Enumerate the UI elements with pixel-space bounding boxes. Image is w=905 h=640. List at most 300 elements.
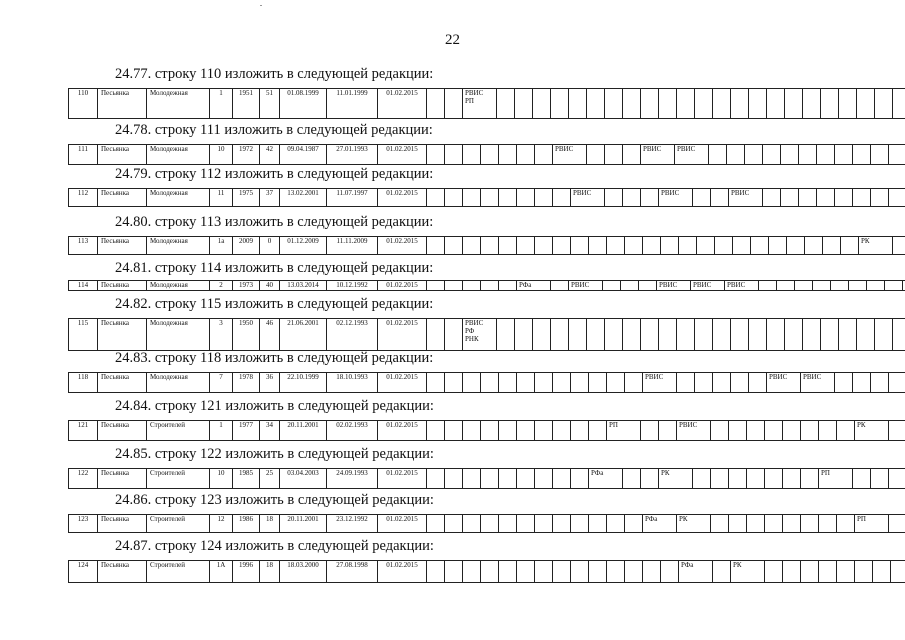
empty-cell [463,561,481,583]
date-cell: 02.02.1993 [327,421,378,441]
empty-cell [729,515,747,533]
empty-cell [871,373,889,393]
risk-code: РВИС [643,145,662,153]
risk-code: РК [861,237,870,245]
empty-cell [871,145,889,165]
house-number: 7 [210,373,233,393]
empty-cell [481,281,499,291]
empty-cell [623,469,641,489]
risk-code: РВИС [731,189,750,197]
risk-code-cell [725,281,759,291]
empty-cell [769,237,787,255]
empty-cell [799,189,817,207]
risk-code: РВИС [677,145,696,153]
empty-cell [463,281,481,291]
empty-cell [445,189,463,207]
empty-cell [819,421,837,441]
empty-cell [747,469,765,489]
empty-cell [445,281,463,291]
empty-cell [871,469,889,489]
amendment-heading: 24.81. строку 114 изложить в следующей редакции: [115,260,434,276]
date-cell: 09.04.1987 [280,145,327,165]
empty-cell [889,189,905,207]
risk-code-cell [819,469,853,489]
row-number: 121 [69,421,98,441]
risk-code-cell [679,561,713,583]
empty-cell [445,89,463,119]
empty-cell [639,281,657,291]
empty-cell [625,373,643,393]
settlement-name: Песьянка [98,515,147,533]
row-number: 114 [69,281,98,291]
empty-cell [499,373,517,393]
date-cell: 23.12.1992 [327,515,378,533]
empty-cell [569,319,587,351]
settlement-name: Песьянка [98,373,147,393]
empty-cell [783,469,801,489]
settlement-name: Песьянка [98,145,147,165]
risk-code: РВИС [661,189,680,197]
empty-cell [427,237,445,255]
settlement-name: Песьянка [98,319,147,351]
build-year: 1973 [233,281,260,291]
date-cell: 01.02.2015 [378,421,427,441]
date-cell: 21.06.2001 [280,319,327,351]
empty-cell [695,319,713,351]
risk-code: РВИС [465,89,484,97]
empty-cell [603,281,621,291]
risk-code: РВИС [555,145,574,153]
empty-cell [889,421,905,441]
empty-cell [853,373,871,393]
empty-cell [801,561,819,583]
empty-cell [819,515,837,533]
empty-cell [731,373,749,393]
empty-cell [481,145,499,165]
build-year: 1996 [233,561,260,583]
amendment-heading: 24.84. строку 121 изложить в следующей редакции: [115,398,434,414]
empty-cell [445,373,463,393]
empty-cell [783,515,801,533]
house-number: 1 [210,89,233,119]
risk-code: РВИС [769,373,788,381]
street-name: Строителей [147,469,210,489]
empty-cell [837,515,855,533]
risk-code-cell [569,281,603,291]
empty-cell [799,145,817,165]
risk-code: РВИС [465,319,484,327]
empty-cell [623,145,641,165]
empty-cell [731,89,749,119]
house-number: 10 [210,469,233,489]
empty-cell [589,237,607,255]
empty-cell [499,515,517,533]
empty-cell [481,469,499,489]
settlement-name: Песьянка [98,89,147,119]
empty-cell [641,89,659,119]
record-table [68,468,905,489]
empty-cell [857,89,875,119]
row-number: 123 [69,515,98,533]
risk-code-cell [517,281,551,291]
date-cell: 01.02.2015 [378,237,427,255]
empty-cell [659,319,677,351]
empty-cell [763,189,781,207]
empty-cell [571,237,589,255]
empty-cell [695,89,713,119]
empty-cell [709,145,727,165]
risk-code-cell [731,561,765,583]
record-table [68,144,905,165]
date-cell: 13.03.2014 [280,281,327,291]
amendment-heading: 24.86. строку 123 изложить в следующей редакции: [115,492,434,508]
risk-code: РВИС [645,373,664,381]
date-cell: 22.10.1999 [280,373,327,393]
risk-code: РФа [591,469,604,477]
risk-code-cell [855,421,889,441]
risk-code-cell [643,373,677,393]
table-row [69,189,905,207]
amendment-heading: 24.85. строку 122 изложить в следующей редакции: [115,446,434,462]
street-name: Молодежная [147,189,210,207]
empty-cell [607,237,625,255]
empty-cell [587,319,605,351]
risk-code: РП [857,515,866,523]
date-cell: 01.02.2015 [378,189,427,207]
empty-cell [853,145,871,165]
row-number: 112 [69,189,98,207]
empty-cell [515,89,533,119]
row-number: 124 [69,561,98,583]
empty-cell [805,237,823,255]
risk-code-cell [643,515,677,533]
empty-cell [427,421,445,441]
wear-percent: 36 [260,373,280,393]
empty-cell [499,561,517,583]
street-name: Молодежная [147,145,210,165]
empty-cell [517,561,535,583]
empty-cell [839,89,857,119]
risk-code-cell [855,515,889,533]
empty-cell [733,237,751,255]
empty-cell [729,469,747,489]
empty-cell [713,373,731,393]
empty-cell [533,89,551,119]
empty-cell [787,237,805,255]
empty-cell [427,281,445,291]
empty-cell [855,561,873,583]
empty-cell [497,319,515,351]
risk-code-cell [659,469,693,489]
empty-cell [759,281,777,291]
empty-cell [731,319,749,351]
empty-cell [803,89,821,119]
empty-cell [605,145,623,165]
wear-percent: 0 [260,237,280,255]
house-number: 1а [210,237,233,255]
settlement-name: Песьянка [98,421,147,441]
wear-percent: 18 [260,561,280,583]
risk-code-cell [677,421,711,441]
empty-cell [835,373,853,393]
empty-cell [481,421,499,441]
amendment-heading: 24.87. строку 124 изложить в следующей редакции: [115,538,434,554]
empty-cell [445,515,463,533]
risk-code: РВИС [679,421,698,429]
empty-cell [571,469,589,489]
date-cell: 11.01.1999 [327,89,378,119]
date-cell: 03.04.2003 [280,469,327,489]
empty-cell [659,421,677,441]
empty-cell [623,189,641,207]
house-number: 11 [210,189,233,207]
scan-mark [260,5,262,6]
wear-percent: 18 [260,515,280,533]
empty-cell [783,421,801,441]
settlement-name: Песьянка [98,237,147,255]
empty-cell [765,515,783,533]
empty-cell [535,561,553,583]
empty-cell [813,281,831,291]
empty-cell [481,561,499,583]
empty-cell [553,189,571,207]
empty-cell [517,373,535,393]
empty-cell [499,237,517,255]
risk-code-cell [729,189,763,207]
empty-cell [857,319,875,351]
empty-cell [553,237,571,255]
date-cell: 02.12.1993 [327,319,378,351]
empty-cell [745,145,763,165]
settlement-name: Песьянка [98,561,147,583]
empty-cell [587,89,605,119]
empty-cell [767,89,785,119]
empty-cell [889,373,905,393]
date-cell: 10.12.1992 [327,281,378,291]
street-name: Молодежная [147,89,210,119]
house-number: 1 [210,421,233,441]
risk-code: РФа [645,515,658,523]
empty-cell [661,237,679,255]
house-number: 3 [210,319,233,351]
risk-code: РК [661,469,670,477]
empty-cell [553,469,571,489]
risk-code: РНК [465,335,479,343]
amendment-heading: 24.83. строку 118 изложить в следующей редакции: [115,350,434,366]
empty-cell [803,319,821,351]
empty-cell [589,515,607,533]
empty-cell [623,319,641,351]
street-name: Молодежная [147,281,210,291]
risk-code-cell [677,515,711,533]
empty-cell [749,319,767,351]
empty-cell [463,189,481,207]
table-row [69,319,905,351]
record-table [68,514,905,533]
empty-cell [535,421,553,441]
empty-cell [607,515,625,533]
empty-cell [693,469,711,489]
empty-cell [463,421,481,441]
empty-cell [783,561,801,583]
empty-cell [641,189,659,207]
empty-cell [875,319,893,351]
empty-cell [713,319,731,351]
empty-cell [551,319,569,351]
empty-cell [605,319,623,351]
date-cell: 11.07.1997 [327,189,378,207]
empty-cell [589,561,607,583]
table-row [69,421,905,441]
table-row [69,281,905,291]
empty-cell [463,373,481,393]
row-number: 115 [69,319,98,351]
empty-cell [571,561,589,583]
empty-cell [499,145,517,165]
risk-code: РВИС [693,281,712,289]
risk-code: РК [679,515,688,523]
empty-cell [499,421,517,441]
date-cell: 24.09.1993 [327,469,378,489]
empty-cell [553,515,571,533]
date-cell: 01.02.2015 [378,469,427,489]
empty-cell [711,189,729,207]
empty-cell [427,145,445,165]
empty-cell [587,145,605,165]
empty-cell [463,515,481,533]
empty-cell [589,373,607,393]
empty-cell [605,189,623,207]
empty-cell [481,189,499,207]
empty-cell [677,373,695,393]
empty-cell [481,515,499,533]
empty-cell [849,281,867,291]
record-table [68,560,905,583]
empty-cell [463,237,481,255]
build-year: 1986 [233,515,260,533]
empty-cell [571,515,589,533]
empty-cell [553,421,571,441]
risk-code: РВИС [803,373,822,381]
row-number: 113 [69,237,98,255]
risk-code: РВИС [727,281,746,289]
empty-cell [551,89,569,119]
empty-cell [891,561,905,583]
empty-cell [445,319,463,351]
risk-code-cell [691,281,725,291]
table-row [69,89,905,119]
amendment-heading: 24.82. строку 115 изложить в следующей редакции: [115,296,434,312]
empty-cell [765,469,783,489]
empty-cell [517,421,535,441]
table-row [69,561,905,583]
empty-cell [621,281,639,291]
empty-cell [801,469,819,489]
date-cell: 01.12.2009 [280,237,327,255]
wear-percent: 25 [260,469,280,489]
table-row [69,237,905,255]
risk-code: РП [821,469,830,477]
empty-cell [785,89,803,119]
risk-code-cell [641,145,675,165]
risk-code-cell [859,237,893,255]
empty-cell [535,237,553,255]
empty-cell [533,319,551,351]
empty-cell [711,515,729,533]
wear-percent: 42 [260,145,280,165]
date-cell: 01.02.2015 [378,145,427,165]
empty-cell [817,189,835,207]
empty-cell [781,189,799,207]
empty-cell [871,189,889,207]
build-year: 1950 [233,319,260,351]
row-number: 122 [69,469,98,489]
empty-cell [697,237,715,255]
empty-cell [517,515,535,533]
empty-cell [535,469,553,489]
empty-cell [623,89,641,119]
empty-cell [763,145,781,165]
empty-cell [499,281,517,291]
empty-cell [835,145,853,165]
empty-cell [551,281,569,291]
empty-cell [831,281,849,291]
empty-cell [607,373,625,393]
risk-code-cell [659,189,693,207]
risk-code: РФа [519,281,532,289]
empty-cell [445,145,463,165]
record-table [68,420,905,441]
empty-cell [823,237,841,255]
risk-code-cell [657,281,691,291]
empty-cell [607,561,625,583]
record-table [68,280,905,291]
empty-cell [427,319,445,351]
empty-cell [715,237,733,255]
empty-cell [747,515,765,533]
empty-cell [801,421,819,441]
risk-code: РК [733,561,742,569]
risk-code-cell [463,89,497,119]
empty-cell [481,237,499,255]
empty-cell [711,421,729,441]
date-cell: 13.02.2001 [280,189,327,207]
empty-cell [499,469,517,489]
table-row [69,469,905,489]
risk-code: РВИС [571,281,590,289]
empty-cell [661,561,679,583]
street-name: Строителей [147,561,210,583]
empty-cell [679,237,697,255]
empty-cell [711,469,729,489]
date-cell: 01.02.2015 [378,89,427,119]
empty-cell [481,373,499,393]
house-number: 12 [210,515,233,533]
empty-cell [819,561,837,583]
empty-cell [535,189,553,207]
empty-cell [695,373,713,393]
empty-cell [893,237,905,255]
empty-cell [571,421,589,441]
risk-code: РВИС [659,281,678,289]
risk-code: РП [609,421,618,429]
row-number: 111 [69,145,98,165]
empty-cell [837,421,855,441]
build-year: 1985 [233,469,260,489]
empty-cell [677,319,695,351]
empty-cell [765,561,783,583]
empty-cell [605,89,623,119]
